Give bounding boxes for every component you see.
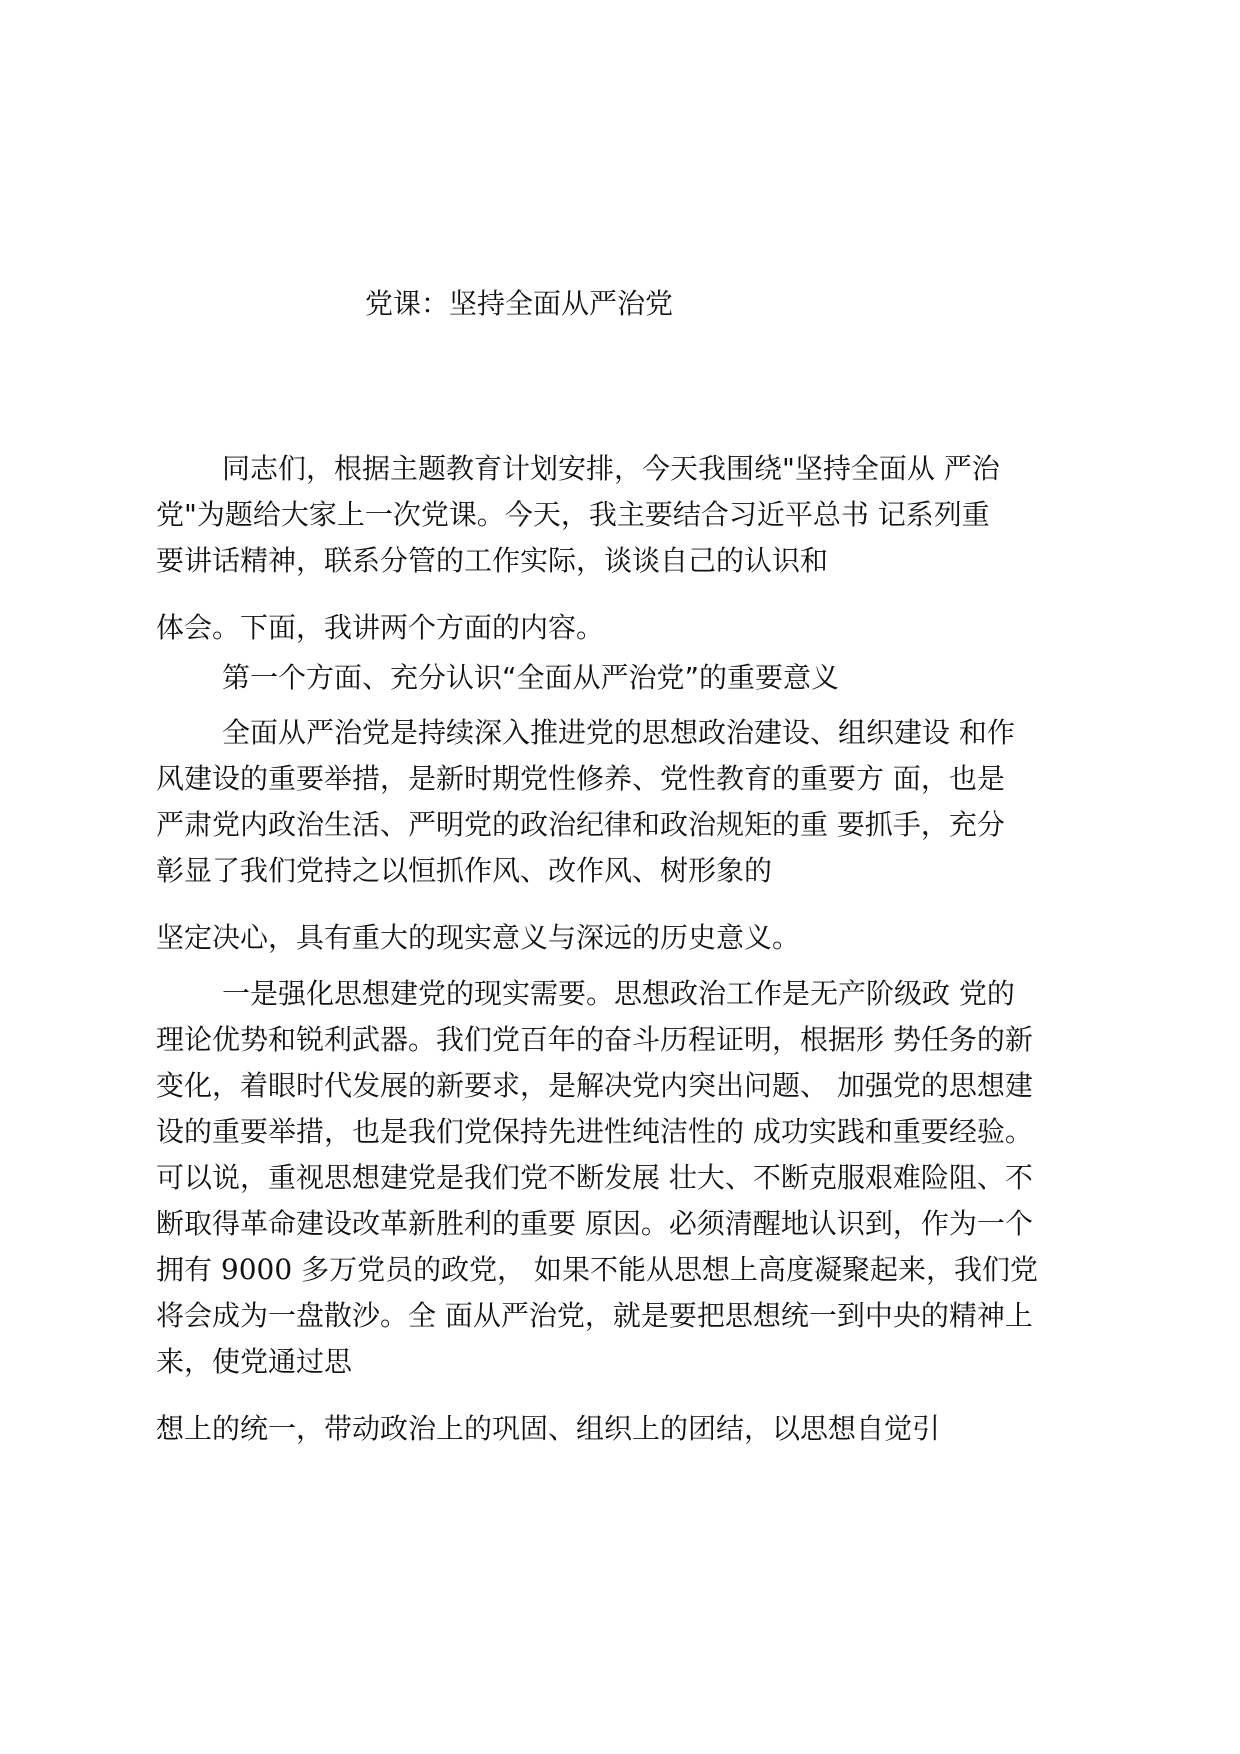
text-line: 全面从严治党是持续深入推进党的思想政治建设、组织建设 和作 bbox=[222, 716, 1015, 749]
text-line: 来，使党通过思 bbox=[156, 1345, 353, 1378]
text-segment: 拥有 bbox=[156, 1253, 221, 1286]
text-line: 想上的统一，带动政治上的巩固、组织上的团结，以思想自觉引 bbox=[156, 1412, 941, 1445]
text-line: 变化，着眼时代发展的新要求，是解决党内突出问题、 加强党的思想建 bbox=[156, 1069, 1033, 1102]
text-line: 彰显了我们党持之以恒抓作风、改作风、树形象的 bbox=[156, 854, 773, 887]
text-line: 同志们，根据主题教育计划安排，今天我围绕"坚持全面从 严治 bbox=[222, 452, 1000, 485]
text-line: 理论优势和锐利武器。我们党百年的奋斗历程证明，根据形 势任务的新 bbox=[156, 1023, 1033, 1056]
text-line: 设的重要举措，也是我们党保持先进性纯洁性的 成功实践和重要经验。 bbox=[156, 1115, 1033, 1148]
text-line: 体会。下面，我讲两个方面的内容。 bbox=[156, 611, 605, 644]
text-line: 可以说，重视思想建党是我们党不断发展 壮大、不断克服艰难险阻、不 bbox=[156, 1161, 1033, 1194]
text-line: 一是强化思想建党的现实需要。思想政治工作是无产阶级政 党的 bbox=[222, 977, 1015, 1010]
text-line: 严肃党内政治生活、严明党的政治纪律和政治规矩的重 要抓手，充分 bbox=[156, 808, 1005, 841]
text-line: 要讲话精神，联系分管的工作实际，谈谈自己的认识和 bbox=[156, 544, 829, 577]
text-line: 党"为题给大家上一次党课。今天，我主要结合习近平总书 记系列重 bbox=[156, 498, 990, 531]
number-text: 9000 bbox=[220, 1253, 293, 1286]
text-line: 断取得革命建设改革新胜利的重要 原因。必须清醒地认识到，作为一个 bbox=[156, 1207, 1033, 1240]
text-segment: 多万党员的政党， 如果不能从思想上高度凝聚起来，我们党 bbox=[292, 1253, 1038, 1286]
section-heading: 第一个方面、充分认识“全面从严治党”的重要意义 bbox=[222, 661, 840, 694]
text-line bbox=[156, 1252, 1038, 1288]
document-title: 党课：坚持全面从严治党 bbox=[365, 287, 674, 320]
text-line: 将会成为一盘散沙。全 面从严治党，就是要把思想统一到中央的精神上 bbox=[156, 1299, 1033, 1332]
text-line: 风建设的重要举措，是新时期党性修养、党性教育的重要方 面，也是 bbox=[156, 762, 1005, 795]
text-line: 坚定决心，具有重大的现实意义与深远的历史意义。 bbox=[156, 921, 801, 954]
